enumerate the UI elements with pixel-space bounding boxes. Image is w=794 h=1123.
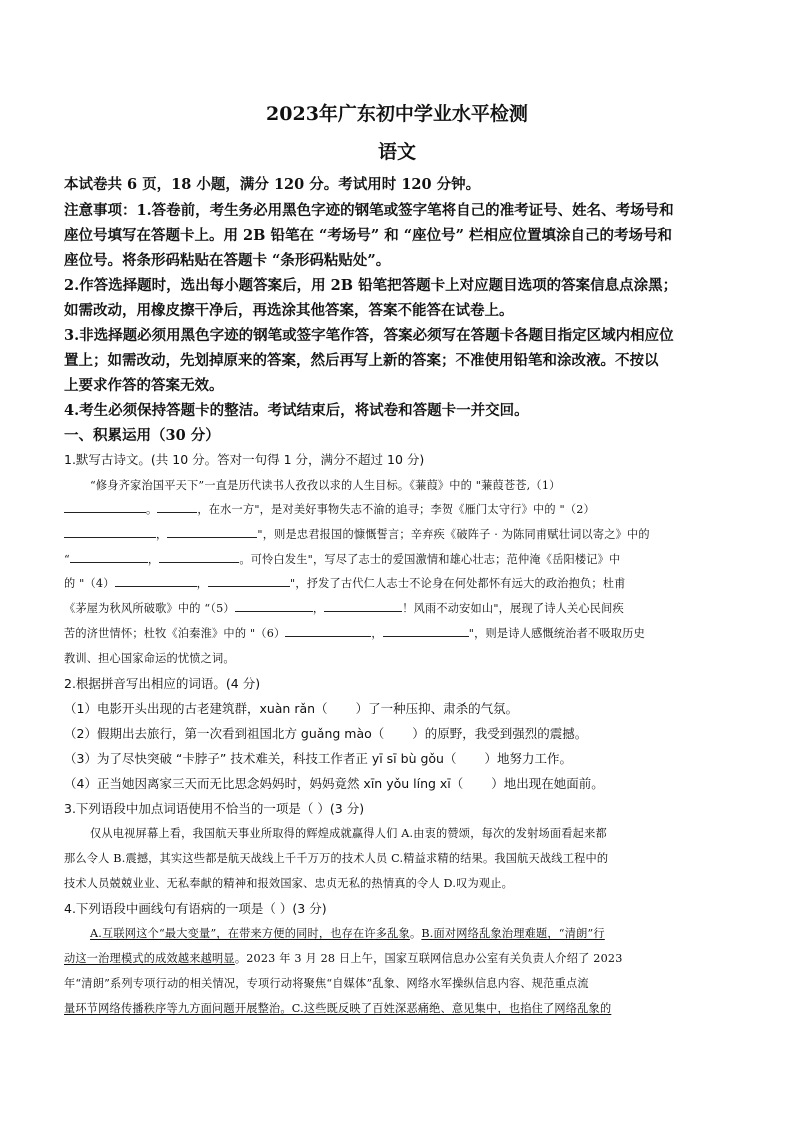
q1-line-4: “ ， 。可怜白发生"，写尽了志士的爱国激情和雄心壮志；范仲淹《岳阳楼记》中 <box>64 553 621 566</box>
answer-blank[interactable] <box>64 501 146 513</box>
instructions-note-1a: 注意事项：1.答卷前，考生务必用黑色字迹的钢笔或签字笔将自己的准考证号、姓名、考场号和 <box>64 202 674 219</box>
instructions-note-1c: 座位号。将条形码粘贴在答题卡 “条形码粘贴处”。 <box>64 252 391 269</box>
q1-line-8: 教训、担心国家命运的忧愤之词。 <box>64 652 235 665</box>
instructions-line-1: 本试卷共 6 页，18 小题，满分 120 分。考试用时 120 分钟。 <box>64 176 481 193</box>
subject-title: 语文 <box>377 141 416 163</box>
answer-blank[interactable] <box>208 575 290 587</box>
q4-passage-3: 年“清朗”系列专项行动的相关情况，专项行动将聚焦“自媒体”乱象、网络水军操纵信息内容、规范重点流 <box>64 977 589 990</box>
q2-item-3: （3）为了尽快突破 “卡脖子” 技术难关，科技工作者正 yī sī bù gǒu（ ）地努力工作。 <box>64 751 572 766</box>
q4-passage-4: 量环节网络传播秩序等九方面问题开展整治。C.这些既反映了百姓深恶痛绝、意见集中，也掐住了网络乱象的 <box>64 1002 612 1015</box>
answer-blank[interactable] <box>159 551 239 563</box>
instructions-note-4: 4.考生必须保持答题卡的整洁。考试结束后，将试卷和答题卡一并交回。 <box>64 402 529 419</box>
instructions-note-2a: 2.作答选择题时，选出每小题答案后，用 2B 铅笔把答题卡上对应题目选项的答案信息点涂黑； <box>64 277 678 294</box>
answer-blank[interactable] <box>324 600 402 612</box>
q1-line-6: 《茅屋为秋风所破歌》中的 “（5） ， ！风雨不动安如山"，展现了诗人关心民间疾 <box>64 602 624 615</box>
q2-item-2: （2）假期出去旅行，第一次看到祖国北方 guǎng mào（ ）的原野，我受到强烈的震撼。 <box>64 726 588 741</box>
answer-blank[interactable] <box>115 575 197 587</box>
q4-passage-2: 动这一治理模式的成效越来越明显。2023 年 3 月 28 日上午，国家互联网信息办公室有关负责人介绍了 2023 <box>64 952 623 965</box>
instructions-note-3c: 上要求作答的答案无效。 <box>64 377 224 394</box>
answer-blank[interactable] <box>157 501 197 513</box>
answer-blank[interactable] <box>285 625 371 637</box>
instructions-note-3b: 置上；如需改动，先划掉原来的答案，然后再写上新的答案；不准使用铅笔和涂改液。不按以 <box>64 352 659 369</box>
q1-line-5: 的 "（4） ， "，抒发了古代仁人志士不论身在何处都怀有远大的政治抱负；杜甫 <box>64 577 626 590</box>
answer-blank[interactable] <box>235 600 313 612</box>
q1-line-3: ， "，则是忠君报国的慷慨誓言；辛弃疾《破阵子 · 为陈同甫赋壮词以寄之》中的 <box>64 526 650 542</box>
instructions-note-2b: 如需改动，用橡皮擦干净后，再选涂其他答案，答案不能答在试卷上。 <box>64 302 514 319</box>
answer-blank[interactable] <box>383 625 469 637</box>
q1-line-2: 。 ，在水一方"，是对美好事物失志不渝的追寻；李贺《雁门太守行》中的 "（2） <box>64 501 595 517</box>
q3-passage-2: 那么令人 B.震撼，其实这些都是航天战线上千千万万的技术人员 C.精益求精的结果。我国航天战线工程中的 <box>64 852 609 865</box>
underlined-sentence-a: A.互联网这个“最大变量”，在带来方便的同时，也存在许多乱象 <box>90 927 410 940</box>
q4-passage-1: A.互联网这个“最大变量”，在带来方便的同时，也存在许多乱象。B.面对网络乱象治理难题，“清朗”行 <box>90 927 605 940</box>
q1-stem: 1.默写古诗文。(共 10 分。答对一句得 1 分，满分不超过 10 分) <box>64 452 425 467</box>
instructions-note-3a: 3.非选择题必须用黑色字迹的钢笔或签字笔作答，答案必须写在答题卡各题目指定区域内相应位 <box>64 327 674 344</box>
section-1-heading: 一、积累运用（30 分） <box>64 427 220 444</box>
q2-item-1: （1）电影开头出现的古老建筑群，xuàn rǎn（ ）了一种压抑、肃杀的气氛。 <box>64 701 519 716</box>
q2-stem: 2.根据拼音写出相应的词语。(4 分) <box>64 676 261 691</box>
exam-title: 2023年广东初中学业水平检测 <box>266 103 528 125</box>
q3-stem: 3.下列语段中加点词语使用不恰当的一项是（ ）(3 分) <box>64 801 365 816</box>
underlined-sentence-b: B.面对网络乱象治理难题，“清朗”行 <box>421 927 605 940</box>
answer-blank[interactable] <box>70 551 148 563</box>
underlined-sentence-b-cont: 动这一治理模式的成效越来越明显 <box>64 952 235 965</box>
q1-line-7: 苦的济世情怀；杜牧《泊秦淮》中的 "（6） ， "，则是诗人感慨统治者不吸取历史 <box>64 627 645 640</box>
answer-blank[interactable] <box>167 526 257 538</box>
answer-blank[interactable] <box>64 526 156 538</box>
q3-passage-1: 仅从电视屏幕上看，我国航天事业所取得的辉煌成就赢得人们 A.由衷的赞颂，每次的发射场面看起来都 <box>90 827 607 840</box>
q2-item-4: （4）正当她因离家三天而无比思念妈妈时，妈妈竟然 xīn yǒu líng xī（ ）地出现在她面前。 <box>64 776 604 791</box>
instructions-note-1b: 座位号填写在答题卡上。用 2B 铅笔在 “考场号” 和 “座位号” 栏相应位置填涂自己的考场号和 <box>64 227 672 244</box>
q1-line-1: “修身齐家治国平天下”一直是历代读书人孜孜以求的人生目标。《蒹葭》中的 "蒹葭苍苍,（1） <box>90 479 561 492</box>
q4-stem: 4.下列语段中画线句有语病的一项是（ ）(3 分) <box>64 901 327 916</box>
q3-passage-3: 技术人员兢兢业业、无私奉献的精神和报效国家、忠贞无私的热情真的令人 D.叹为观止。 <box>64 877 514 890</box>
